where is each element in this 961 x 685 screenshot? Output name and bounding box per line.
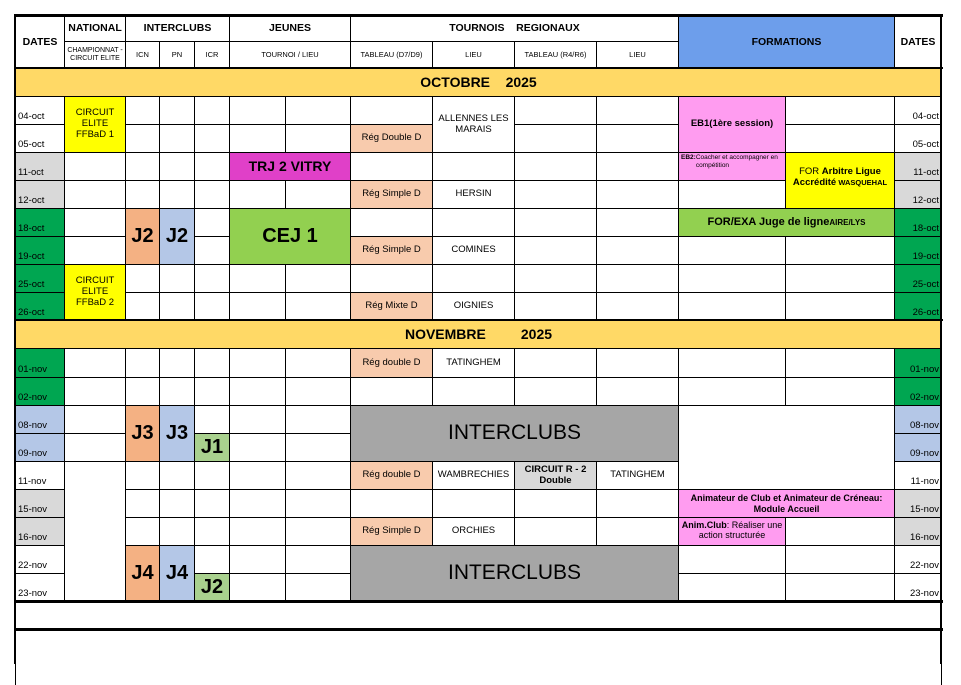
header-interclubs: INTERCLUBS xyxy=(125,15,230,42)
empty-cell xyxy=(229,405,286,434)
formation-animateur: Animateur de Club et Animateur de Créneau: Module Accueil xyxy=(678,489,895,518)
icn-j2: J2 xyxy=(125,208,160,265)
formation-eb2-text: Coacher et accompagner en compétition xyxy=(695,154,778,170)
empty-cell xyxy=(64,377,126,406)
header-formations: FORMATIONS xyxy=(678,15,895,69)
date-right: 11-oct xyxy=(894,152,942,181)
month-october: OCTOBRE 2025 xyxy=(15,68,942,97)
header-tableau-r: TABLEAU (R4/R6) xyxy=(514,41,597,69)
empty-cell xyxy=(194,292,230,321)
date-left: 09-nov xyxy=(15,433,65,462)
date-left: 22-nov xyxy=(15,545,65,574)
empty-cell xyxy=(229,292,286,321)
reg-lieu: ALLENNES LES MARAIS xyxy=(432,96,515,153)
empty-cell xyxy=(596,292,679,321)
empty-cell xyxy=(514,292,597,321)
date-right: 11-nov xyxy=(894,461,942,490)
empty-cell xyxy=(285,433,351,462)
formation-anim-club xyxy=(678,517,786,546)
icn-j4: J4 xyxy=(125,545,160,602)
date-right: 19-oct xyxy=(894,236,942,265)
empty-cell xyxy=(785,124,895,153)
empty-cell xyxy=(514,180,597,209)
empty-cell xyxy=(514,517,597,546)
cej-1: CEJ 1 xyxy=(229,208,351,265)
empty-cell xyxy=(194,461,230,490)
reg-lieu: TATINGHEM xyxy=(596,461,679,490)
empty-cell xyxy=(64,461,126,602)
empty-cell xyxy=(285,489,351,518)
empty-cell xyxy=(125,180,160,209)
empty-cell xyxy=(514,124,597,153)
header-jeunes-sub: TOURNOI / LIEU xyxy=(229,41,351,69)
header-tableau-d: TABLEAU (D7/D9) xyxy=(350,41,433,69)
border-last xyxy=(14,628,943,631)
date-left: 05-oct xyxy=(15,124,65,153)
empty-cell xyxy=(159,377,195,406)
header-jeunes: JEUNES xyxy=(229,15,351,42)
reg-lieu: HERSIN xyxy=(432,180,515,209)
circuit-elite-2: CIRCUIT ELITE FFBaD 2 xyxy=(64,264,126,321)
empty-cell xyxy=(596,517,679,546)
empty-cell xyxy=(285,405,351,434)
empty-cell xyxy=(125,517,160,546)
empty-cell xyxy=(785,236,895,265)
circuit-r-2-double: CIRCUIT R - 2 Double xyxy=(514,461,597,490)
empty-cell xyxy=(229,461,286,490)
reg-tableau: Rég double D xyxy=(350,461,433,490)
month-november: NOVEMBRE 2025 xyxy=(15,320,942,349)
empty-cell xyxy=(678,377,786,406)
empty-cell xyxy=(229,96,286,125)
date-right: 26-oct xyxy=(894,292,942,321)
empty-cell xyxy=(194,124,230,153)
empty-cell xyxy=(64,348,126,378)
reg-lieu: OIGNIES xyxy=(432,292,515,321)
formation-arbitre xyxy=(785,152,895,209)
header-national-sub: CHAMPIONNAT - CIRCUIT ELITE xyxy=(64,41,126,69)
empty-cell xyxy=(194,264,230,293)
empty-cell xyxy=(596,180,679,209)
formation-for-exa-place: AIRE/LYS xyxy=(829,217,866,227)
empty-cell xyxy=(285,545,351,574)
empty-cell xyxy=(64,152,126,181)
empty-cell xyxy=(159,180,195,209)
date-left: 18-oct xyxy=(15,208,65,237)
empty-cell xyxy=(194,377,230,406)
date-left: 04-oct xyxy=(15,96,65,125)
empty-cell xyxy=(125,124,160,153)
empty-cell xyxy=(159,517,195,546)
empty-cell xyxy=(596,96,679,125)
empty-cell xyxy=(596,489,679,518)
empty-cell xyxy=(678,180,786,209)
empty-cell xyxy=(64,236,126,265)
header-dates: DATES xyxy=(15,15,65,69)
empty-cell xyxy=(194,152,230,181)
empty-cell xyxy=(159,96,195,125)
date-right: 12-oct xyxy=(894,180,942,209)
empty-cell xyxy=(785,573,895,602)
empty-cell xyxy=(678,545,786,574)
empty-cell xyxy=(785,348,895,378)
empty-cell xyxy=(159,264,195,293)
empty-cell xyxy=(432,377,515,406)
empty-cell xyxy=(350,489,433,518)
date-right: 25-oct xyxy=(894,264,942,293)
empty-cell xyxy=(125,489,160,518)
formation-arbitre-place: WASQUEHAL xyxy=(836,177,888,187)
empty-cell xyxy=(514,264,597,293)
empty-cell xyxy=(229,377,286,406)
empty-cell xyxy=(514,96,597,125)
circuit-elite-1: CIRCUIT ELITE FFBaD 1 xyxy=(64,96,126,153)
date-left: 11-oct xyxy=(15,152,65,181)
date-right: 23-nov xyxy=(894,573,942,602)
empty-cell xyxy=(514,236,597,265)
border-october xyxy=(14,67,943,69)
empty-cell xyxy=(194,517,230,546)
empty-cell xyxy=(194,348,230,378)
empty-cell xyxy=(229,433,286,462)
empty-cell xyxy=(678,264,786,293)
formation-arbitre-title: Arbitre Ligue Accrédité xyxy=(792,166,881,188)
reg-tableau: Rég double D xyxy=(350,348,433,378)
date-right: 18-oct xyxy=(894,208,942,237)
empty-row xyxy=(15,601,942,630)
header-dates-right: DATES xyxy=(894,15,942,69)
pn-j3: J3 xyxy=(159,405,195,462)
date-left: 26-oct xyxy=(15,292,65,321)
icr-j1: J1 xyxy=(194,433,230,462)
empty-cell xyxy=(350,264,433,293)
icr-j2: J2 xyxy=(194,573,230,602)
empty-cell xyxy=(194,96,230,125)
date-left: 02-nov xyxy=(15,377,65,406)
date-right: 08-nov xyxy=(894,405,942,434)
empty-cell xyxy=(596,236,679,265)
empty-cell xyxy=(229,545,286,574)
empty-cell xyxy=(785,292,895,321)
empty-cell xyxy=(229,264,286,293)
empty-cell xyxy=(194,236,230,265)
empty-cell xyxy=(159,348,195,378)
empty-cell xyxy=(125,292,160,321)
empty-cell xyxy=(785,517,895,546)
date-left: 25-oct xyxy=(15,264,65,293)
header-lieu-2: LIEU xyxy=(596,41,679,69)
reg-lieu: WAMBRECHIES xyxy=(432,461,515,490)
empty-cell xyxy=(678,573,786,602)
empty-cell xyxy=(596,264,679,293)
empty-cell xyxy=(229,573,286,602)
formation-for-exa xyxy=(678,208,895,237)
empty-cell xyxy=(159,489,195,518)
empty-cell xyxy=(596,208,679,237)
date-left: 19-oct xyxy=(15,236,65,265)
empty-cell xyxy=(432,264,515,293)
header-pn: PN xyxy=(159,41,195,69)
empty-cell xyxy=(678,236,786,265)
empty-cell xyxy=(125,377,160,406)
empty-cell xyxy=(125,152,160,181)
empty-cell xyxy=(125,348,160,378)
empty-cell xyxy=(596,377,679,406)
empty-cell xyxy=(194,208,230,237)
empty-cell xyxy=(194,180,230,209)
date-right: 02-nov xyxy=(894,377,942,406)
empty-cell xyxy=(159,152,195,181)
date-left: 11-nov xyxy=(15,461,65,490)
border-left xyxy=(14,15,16,664)
empty-cell xyxy=(785,377,895,406)
date-left: 08-nov xyxy=(15,405,65,434)
empty-cell xyxy=(350,208,433,237)
empty-cell xyxy=(678,405,895,490)
header-icr: ICR xyxy=(194,41,230,69)
empty-cell xyxy=(125,461,160,490)
empty-cell xyxy=(229,124,286,153)
border-after-november xyxy=(14,600,943,603)
empty-cell xyxy=(194,545,230,574)
empty-cell xyxy=(350,152,433,181)
empty-cell xyxy=(64,405,126,434)
empty-cell xyxy=(64,180,126,209)
empty-cell xyxy=(194,405,230,434)
empty-cell xyxy=(785,545,895,574)
reg-tableau: Rég Mixte D xyxy=(350,292,433,321)
empty-cell xyxy=(285,348,351,378)
empty-cell xyxy=(596,348,679,378)
empty-cell xyxy=(194,489,230,518)
empty-cell xyxy=(514,489,597,518)
reg-tableau: Rég Simple D xyxy=(350,517,433,546)
formation-anim-club-title: Anim.Club xyxy=(681,520,727,530)
empty-cell xyxy=(64,208,126,237)
date-right: 16-nov xyxy=(894,517,942,546)
empty-cell xyxy=(432,152,515,181)
empty-cell xyxy=(785,96,895,125)
empty-cell xyxy=(285,573,351,602)
empty-cell xyxy=(159,461,195,490)
formation-eb2-title: EB2: xyxy=(681,154,696,161)
formation-anim-club-text: : Réaliser une action structurée xyxy=(698,520,783,541)
header-national: NATIONAL xyxy=(64,15,126,42)
reg-lieu: ORCHIES xyxy=(432,517,515,546)
empty-cell xyxy=(229,489,286,518)
date-right: 09-nov xyxy=(894,433,942,462)
formation-eb2 xyxy=(678,152,786,181)
empty-cell xyxy=(596,152,679,181)
empty-cell xyxy=(285,124,351,153)
empty-cell xyxy=(64,433,126,462)
empty-cell xyxy=(229,348,286,378)
date-left: 15-nov xyxy=(15,489,65,518)
empty-cell xyxy=(514,377,597,406)
empty-cell xyxy=(350,377,433,406)
icn-j3: J3 xyxy=(125,405,160,462)
date-left: 01-nov xyxy=(15,348,65,378)
date-left: 16-nov xyxy=(15,517,65,546)
empty-cell xyxy=(285,377,351,406)
empty-cell xyxy=(285,180,351,209)
empty-cell xyxy=(785,264,895,293)
interclubs-band: INTERCLUBS xyxy=(350,405,679,462)
formation-for-exa-title: FOR/EXA Juge de ligne xyxy=(707,216,830,229)
border-right xyxy=(940,15,942,664)
empty-cell xyxy=(285,517,351,546)
empty-row xyxy=(15,629,942,685)
empty-cell xyxy=(678,292,786,321)
date-right: 15-nov xyxy=(894,489,942,518)
empty-cell xyxy=(285,461,351,490)
empty-cell xyxy=(432,489,515,518)
empty-cell xyxy=(229,517,286,546)
empty-cell xyxy=(432,208,515,237)
empty-cell xyxy=(229,180,286,209)
date-right: 22-nov xyxy=(894,545,942,574)
border-top xyxy=(14,14,943,17)
empty-cell xyxy=(514,208,597,237)
header-icn: ICN xyxy=(125,41,160,69)
empty-cell xyxy=(678,348,786,378)
pn-j4: J4 xyxy=(159,545,195,602)
empty-cell xyxy=(514,348,597,378)
empty-cell xyxy=(285,264,351,293)
empty-cell xyxy=(350,96,433,125)
header-lieu-1: LIEU xyxy=(432,41,515,69)
empty-cell xyxy=(125,264,160,293)
date-right: 01-nov xyxy=(894,348,942,378)
interclubs-band: INTERCLUBS xyxy=(350,545,679,602)
reg-lieu: TATINGHEM xyxy=(432,348,515,378)
reg-tableau: Rég Simple D xyxy=(350,236,433,265)
header-tournois-regionaux: TOURNOIS REGIONAUX xyxy=(350,15,679,42)
date-left: 23-nov xyxy=(15,573,65,602)
reg-lieu: COMINES xyxy=(432,236,515,265)
empty-cell xyxy=(159,124,195,153)
empty-cell xyxy=(514,152,597,181)
empty-cell xyxy=(596,124,679,153)
empty-cell xyxy=(285,292,351,321)
date-right: 05-oct xyxy=(894,124,942,153)
date-left: 12-oct xyxy=(15,180,65,209)
reg-tableau: Rég Double D xyxy=(350,124,433,153)
empty-cell xyxy=(125,96,160,125)
formation-eb1: EB1(1ère session) xyxy=(678,96,786,153)
empty-cell xyxy=(159,292,195,321)
pn-j2: J2 xyxy=(159,208,195,265)
date-right: 04-oct xyxy=(894,96,942,125)
trj-2-vitry: TRJ 2 VITRY xyxy=(229,152,351,181)
empty-cell xyxy=(285,96,351,125)
formation-arbitre-prefix: FOR xyxy=(799,166,822,177)
reg-tableau: Rég Simple D xyxy=(350,180,433,209)
border-november xyxy=(14,319,943,321)
